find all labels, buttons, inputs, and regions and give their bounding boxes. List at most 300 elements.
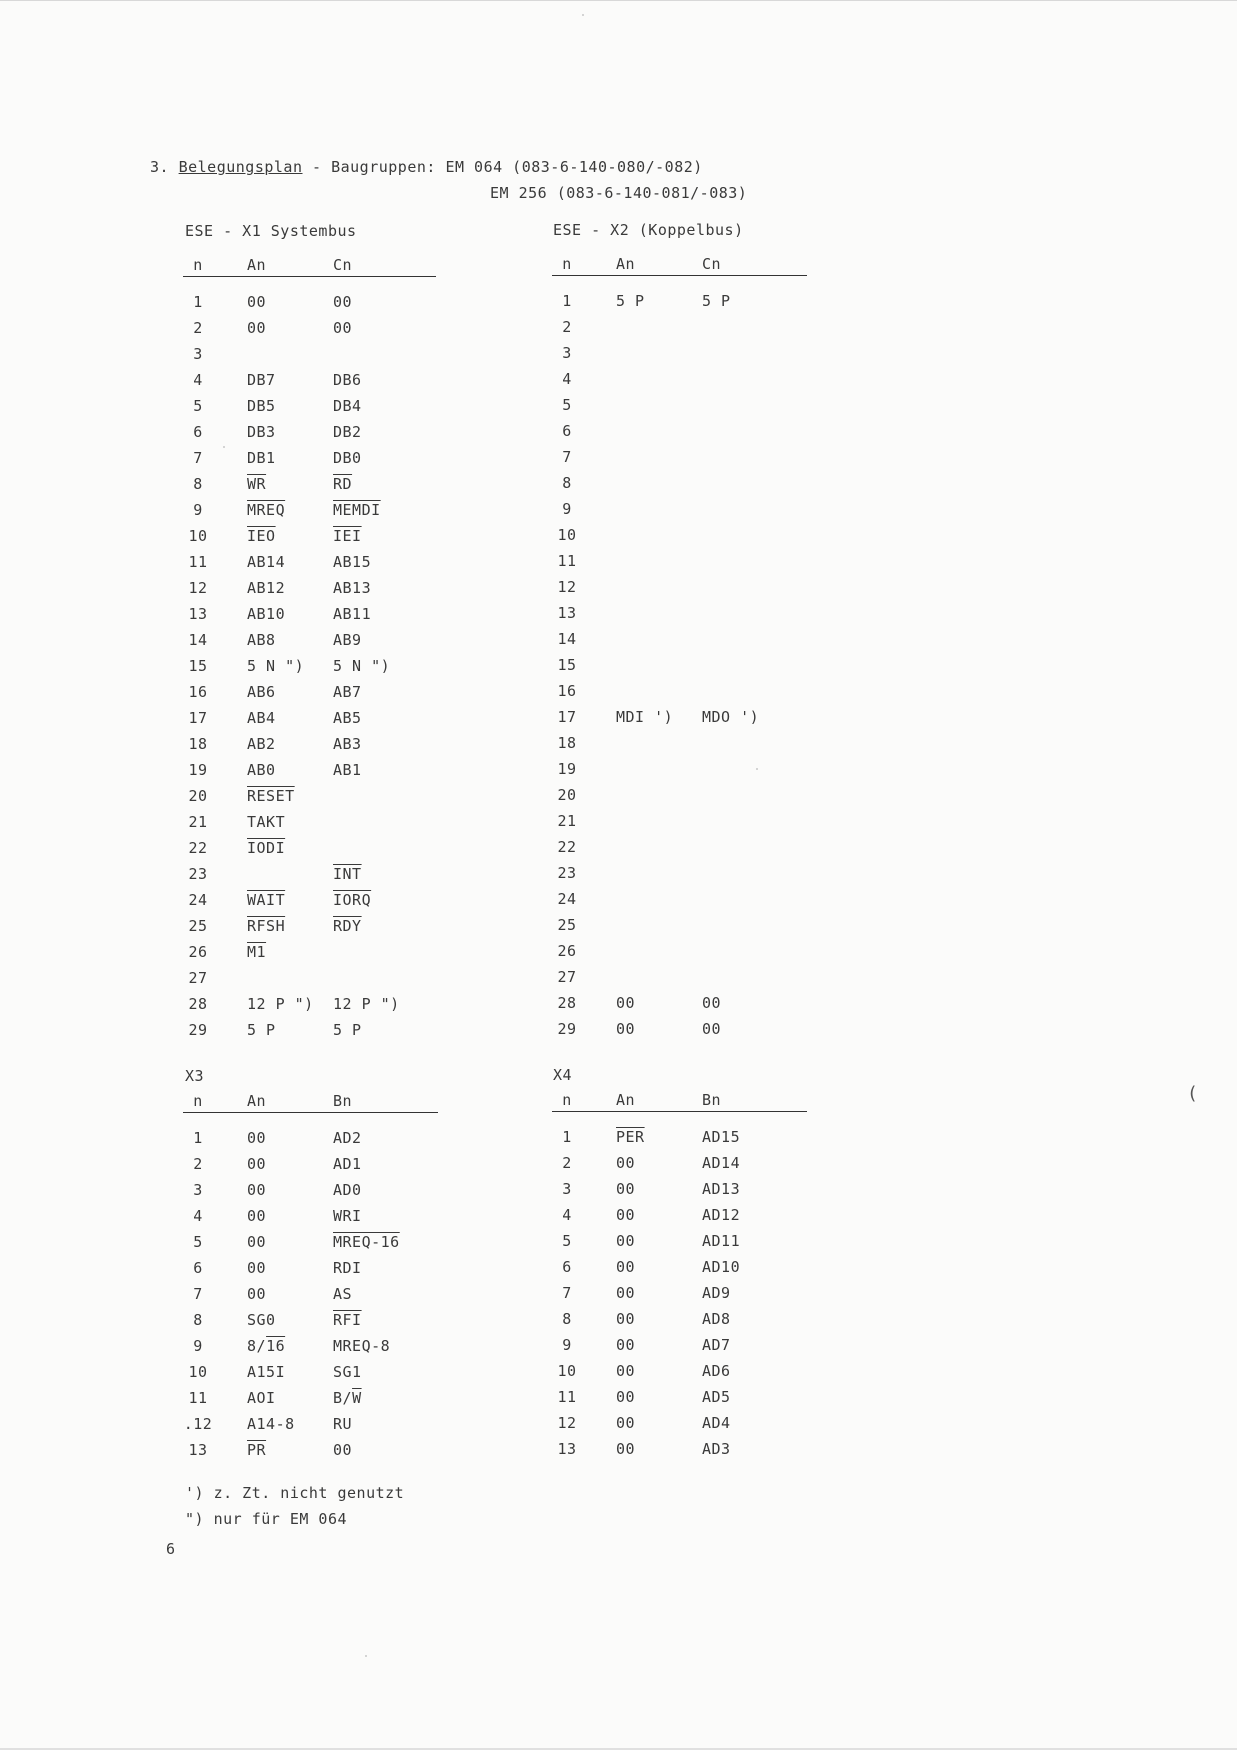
- x2-row: [552, 422, 807, 448]
- x1-row: [183, 969, 436, 995]
- x3-cell: A15I: [247, 1363, 286, 1381]
- x4-cell: 6: [562, 1258, 572, 1276]
- x4-cell: 00: [616, 1336, 636, 1354]
- x4-column-header: n: [562, 1091, 572, 1109]
- x2-cell: 12: [557, 578, 577, 596]
- x1-cell: 27: [188, 969, 208, 987]
- x3-row: [183, 1129, 438, 1155]
- x3-row: [183, 1259, 438, 1285]
- x2-row: [552, 760, 807, 786]
- x3-column-header: n: [193, 1092, 203, 1110]
- x1-row: [183, 579, 436, 605]
- x3-row: [183, 1337, 438, 1363]
- x2-row: [552, 552, 807, 578]
- x4-cell: 00: [616, 1310, 636, 1328]
- x3-cell: 8: [193, 1311, 203, 1329]
- x4-row: [552, 1440, 807, 1466]
- x1-column-header: An: [247, 256, 267, 274]
- x1-cell: 5 N "): [333, 657, 391, 675]
- section-heading: [150, 158, 703, 176]
- x2-row: [552, 968, 807, 994]
- x3-cell: $\overline{RFI}$: [333, 1311, 362, 1329]
- x2-cell: 23: [557, 864, 577, 882]
- x1-cell: 14: [188, 631, 208, 649]
- section-number: 3.: [150, 158, 170, 176]
- x1-cell: AB8: [247, 631, 276, 649]
- x4-cell: 12: [557, 1414, 577, 1432]
- x2-cell: MDO '): [702, 708, 760, 726]
- x1-cell: 17: [188, 709, 208, 727]
- x4-row: [552, 1310, 807, 1336]
- x1-cell: AB5: [333, 709, 362, 727]
- x4-cell: AD13: [702, 1180, 741, 1198]
- x3-cell: $B/\overline{W}$: [333, 1389, 362, 1407]
- x3-cell: $\overline{PR}$: [247, 1441, 267, 1459]
- x1-cell: 2: [193, 319, 203, 337]
- x4-cell: 00: [616, 1388, 636, 1406]
- x1-cell: $\overline{IEO}$: [247, 527, 276, 545]
- x1-row: [183, 371, 436, 397]
- x4-cell: 2: [562, 1154, 572, 1172]
- x1-cell: TAKT: [247, 813, 286, 831]
- x4-cell: AD8: [702, 1310, 731, 1328]
- x2-cell: 5: [562, 396, 572, 414]
- x2-row: [552, 604, 807, 630]
- x2-row: [552, 838, 807, 864]
- x4-cell: 8: [562, 1310, 572, 1328]
- x4-cell: 9: [562, 1336, 572, 1354]
- x3-row: [183, 1363, 438, 1389]
- x3-cell: 00: [333, 1441, 353, 1459]
- x1-cell: $\overline{IEI}$: [333, 527, 362, 545]
- x4-cell: AD12: [702, 1206, 741, 1224]
- x2-row: [552, 682, 807, 708]
- x2-cell: 13: [557, 604, 577, 622]
- scan-mark: (: [1187, 1083, 1199, 1104]
- x2-cell: 20: [557, 786, 577, 804]
- x2-table: [552, 255, 807, 1046]
- x4-row: [552, 1362, 807, 1388]
- x2-row: [552, 994, 807, 1020]
- x4-cell: AD6: [702, 1362, 731, 1380]
- heading-module-1: EM 064 (083-6-140-080/-082): [445, 158, 703, 176]
- x3-table: [183, 1092, 438, 1467]
- x2-cell: 22: [557, 838, 577, 856]
- x1-cell: AB11: [333, 605, 372, 623]
- x3-cell: 00: [247, 1129, 267, 1147]
- x4-cell: 1: [562, 1128, 572, 1146]
- x1-cell: 5 N "): [247, 657, 305, 675]
- x1-cell: 21: [188, 813, 208, 831]
- x3-cell: MREQ-16: [333, 1233, 400, 1251]
- x1-cell: $\overline{RDY}$: [333, 917, 362, 935]
- x1-cell: 22: [188, 839, 208, 857]
- section-title: Belegungsplan: [178, 158, 303, 176]
- x1-row: [183, 345, 436, 371]
- x1-row: [183, 787, 436, 813]
- x1-cell: 00: [247, 293, 267, 311]
- x1-cell: 5 P: [247, 1021, 276, 1039]
- x2-row: [552, 578, 807, 604]
- x1-cell: 6: [193, 423, 203, 441]
- x2-cell: 19: [557, 760, 577, 778]
- x2-row: [552, 474, 807, 500]
- x3-cell: 00: [247, 1181, 267, 1199]
- x3-title: X3: [185, 1067, 205, 1085]
- x3-cell: 8/16: [247, 1337, 286, 1355]
- x1-cell: 19: [188, 761, 208, 779]
- x4-cell: 7: [562, 1284, 572, 1302]
- x1-cell: 5 P: [333, 1021, 362, 1039]
- x1-cell: 13: [188, 605, 208, 623]
- x2-cell: 5 P: [702, 292, 731, 310]
- x2-cell: 17: [557, 708, 577, 726]
- x3-cell: 5: [193, 1233, 203, 1251]
- x1-cell: AB12: [247, 579, 286, 597]
- x4-cell: 00: [616, 1258, 636, 1276]
- x1-cell: AB6: [247, 683, 276, 701]
- x2-cell: 25: [557, 916, 577, 934]
- scan-edge-top: [0, 0, 1237, 1]
- x4-table: [552, 1091, 807, 1466]
- x3-cell: 00: [247, 1233, 267, 1251]
- x2-cell: 18: [557, 734, 577, 752]
- x2-row: [552, 526, 807, 552]
- x3-header-row: [183, 1092, 438, 1113]
- x1-cell: M1: [247, 943, 267, 961]
- x3-cell: 2: [193, 1155, 203, 1173]
- x1-cell: 12 P "): [247, 995, 314, 1013]
- x2-row: [552, 1020, 807, 1046]
- x2-cell: 24: [557, 890, 577, 908]
- x2-cell: 10: [557, 526, 577, 544]
- x1-cell: AB3: [333, 735, 362, 753]
- x1-cell: 10: [188, 527, 208, 545]
- x3-row: [183, 1311, 438, 1337]
- x3-cell: RU: [333, 1415, 353, 1433]
- x2-cell: 29: [557, 1020, 577, 1038]
- x2-row: [552, 396, 807, 422]
- x4-cell: 10: [557, 1362, 577, 1380]
- x1-cell: AB2: [247, 735, 276, 753]
- x2-header-row: [552, 255, 807, 276]
- x1-cell: AB7: [333, 683, 362, 701]
- x2-row: [552, 786, 807, 812]
- x2-cell: 15: [557, 656, 577, 674]
- x1-row: [183, 943, 436, 969]
- x4-cell: AD5: [702, 1388, 731, 1406]
- x1-cell: 00: [247, 319, 267, 337]
- x1-cell: 11: [188, 553, 208, 571]
- x1-cell: 25: [188, 917, 208, 935]
- x2-cell: 00: [702, 994, 722, 1012]
- x1-row: [183, 553, 436, 579]
- x4-cell: 4: [562, 1206, 572, 1224]
- x3-column-header: Bn: [333, 1092, 353, 1110]
- x2-cell: 5 P: [616, 292, 645, 310]
- x4-row: [552, 1232, 807, 1258]
- scan-speck: [223, 446, 225, 448]
- x3-cell: AS: [333, 1285, 353, 1303]
- x2-row: [552, 864, 807, 890]
- x1-cell: AB4: [247, 709, 276, 727]
- x1-cell: 12 P "): [333, 995, 400, 1013]
- x1-row: [183, 813, 436, 839]
- x4-cell: 00: [616, 1284, 636, 1302]
- x1-cell: AB0: [247, 761, 276, 779]
- scan-speck: [365, 1655, 367, 1657]
- x3-row: [183, 1181, 438, 1207]
- x2-cell: 7: [562, 448, 572, 466]
- x1-row: [183, 449, 436, 475]
- x2-cell: 4: [562, 370, 572, 388]
- x1-cell: 23: [188, 865, 208, 883]
- x3-cell: 4: [193, 1207, 203, 1225]
- x2-row: [552, 916, 807, 942]
- x1-cell: AB13: [333, 579, 372, 597]
- x3-cell: 9: [193, 1337, 203, 1355]
- x3-row: [183, 1233, 438, 1259]
- x1-cell: $\overline{RD}$: [333, 475, 353, 493]
- x4-cell: 00: [616, 1180, 636, 1198]
- x1-cell: IORQ: [333, 891, 372, 909]
- x3-row: [183, 1155, 438, 1181]
- x1-header-row: [183, 256, 436, 277]
- x4-cell: AD15: [702, 1128, 741, 1146]
- x4-cell: 13: [557, 1440, 577, 1458]
- x1-row: [183, 657, 436, 683]
- x1-row: [183, 995, 436, 1021]
- x4-row: [552, 1388, 807, 1414]
- x1-cell: 3: [193, 345, 203, 363]
- x1-cell: 29: [188, 1021, 208, 1039]
- x3-cell: SG0: [247, 1311, 276, 1329]
- x2-row: [552, 318, 807, 344]
- x1-cell: RFSH: [247, 917, 286, 935]
- x2-row: [552, 500, 807, 526]
- x1-cell: 00: [333, 319, 353, 337]
- x2-row: [552, 630, 807, 656]
- x2-column-header: n: [562, 255, 572, 273]
- x3-row: [183, 1389, 438, 1415]
- x1-cell: WAIT: [247, 891, 286, 909]
- x1-row: [183, 839, 436, 865]
- x3-cell: 00: [247, 1285, 267, 1303]
- x3-cell: 13: [188, 1441, 208, 1459]
- x3-cell: 00: [247, 1155, 267, 1173]
- x2-cell: 8: [562, 474, 572, 492]
- x4-row: [552, 1128, 807, 1154]
- x4-row: [552, 1154, 807, 1180]
- x1-cell: MREQ: [247, 501, 286, 519]
- x3-cell: RDI: [333, 1259, 362, 1277]
- x4-row: [552, 1414, 807, 1440]
- page-number: 6: [166, 1540, 176, 1558]
- x2-cell: 16: [557, 682, 577, 700]
- x1-cell: 12: [188, 579, 208, 597]
- x1-cell: DB4: [333, 397, 362, 415]
- x3-cell: 1: [193, 1129, 203, 1147]
- x2-cell: MDI '): [616, 708, 674, 726]
- x1-row: [183, 631, 436, 657]
- x2-cell: 27: [557, 968, 577, 986]
- x2-cell: 28: [557, 994, 577, 1012]
- x1-row: [183, 293, 436, 319]
- x2-cell: 9: [562, 500, 572, 518]
- x2-row: [552, 344, 807, 370]
- x2-cell: 00: [616, 1020, 636, 1038]
- x4-cell: AD14: [702, 1154, 741, 1172]
- x1-cell: 4: [193, 371, 203, 389]
- x4-cell: 00: [616, 1154, 636, 1172]
- x1-row: [183, 735, 436, 761]
- x4-row: [552, 1336, 807, 1362]
- x3-cell: AD1: [333, 1155, 362, 1173]
- x3-cell: 7: [193, 1285, 203, 1303]
- x4-cell: 00: [616, 1414, 636, 1432]
- x1-row: [183, 709, 436, 735]
- x4-cell: 00: [616, 1206, 636, 1224]
- heading-module-2: EM 256 (083-6-140-081/-083): [490, 184, 748, 202]
- x3-row: [183, 1441, 438, 1467]
- x1-cell: IODI: [247, 839, 286, 857]
- x2-column-header: An: [616, 255, 636, 273]
- x1-cell: DB3: [247, 423, 276, 441]
- x4-cell: $\overline{PER}$: [616, 1128, 645, 1146]
- x2-cell: 21: [557, 812, 577, 830]
- heading-dash: -: [312, 158, 322, 176]
- x1-cell: AB9: [333, 631, 362, 649]
- x2-row: [552, 292, 807, 318]
- x1-cell: 26: [188, 943, 208, 961]
- x1-row: [183, 423, 436, 449]
- x1-row: [183, 891, 436, 917]
- x2-cell: 1: [562, 292, 572, 310]
- x1-cell: $\overline{INT}$: [333, 865, 362, 883]
- x4-cell: 00: [616, 1362, 636, 1380]
- x1-row: [183, 683, 436, 709]
- x1-row: [183, 1021, 436, 1047]
- x4-cell: 00: [616, 1232, 636, 1250]
- x4-cell: 11: [557, 1388, 577, 1406]
- x4-row: [552, 1258, 807, 1284]
- scan-speck: [582, 14, 584, 16]
- x2-row: [552, 656, 807, 682]
- x4-cell: AD9: [702, 1284, 731, 1302]
- x2-column-header: Cn: [702, 255, 722, 273]
- x1-column-header: n: [193, 256, 203, 274]
- x4-cell: AD3: [702, 1440, 731, 1458]
- x4-row: [552, 1180, 807, 1206]
- x2-cell: 00: [702, 1020, 722, 1038]
- x4-cell: 3: [562, 1180, 572, 1198]
- heading-label: Baugruppen:: [331, 158, 436, 176]
- x1-cell: DB6: [333, 371, 362, 389]
- x3-row: [183, 1415, 438, 1441]
- x1-cell: 7: [193, 449, 203, 467]
- x4-row: [552, 1284, 807, 1310]
- x1-cell: DB2: [333, 423, 362, 441]
- x1-cell: 1: [193, 293, 203, 311]
- x3-cell: MREQ-8: [333, 1337, 391, 1355]
- x1-cell: 20: [188, 787, 208, 805]
- x1-row: [183, 475, 436, 501]
- x1-cell: AB1: [333, 761, 362, 779]
- x3-cell: 00: [247, 1259, 267, 1277]
- x2-cell: 3: [562, 344, 572, 362]
- x4-cell: 5: [562, 1232, 572, 1250]
- x3-cell: AOI: [247, 1389, 276, 1407]
- x4-cell: AD7: [702, 1336, 731, 1354]
- x1-title: ESE - X1 Systembus: [185, 222, 357, 240]
- x1-cell: 18: [188, 735, 208, 753]
- x1-cell: AB14: [247, 553, 286, 571]
- x1-cell: 15: [188, 657, 208, 675]
- x1-row: [183, 917, 436, 943]
- x1-row: [183, 501, 436, 527]
- x2-cell: 2: [562, 318, 572, 336]
- x3-cell: AD0: [333, 1181, 362, 1199]
- x3-cell: WRI: [333, 1207, 362, 1225]
- x3-cell: 11: [188, 1389, 208, 1407]
- x2-row: [552, 812, 807, 838]
- x4-title: X4: [553, 1066, 573, 1084]
- x1-cell: DB0: [333, 449, 362, 467]
- x4-cell: AD11: [702, 1232, 741, 1250]
- x2-row: [552, 708, 807, 734]
- x2-cell: 6: [562, 422, 572, 440]
- x1-cell: 8: [193, 475, 203, 493]
- x3-cell: 10: [188, 1363, 208, 1381]
- x3-column-header: An: [247, 1092, 267, 1110]
- x3-cell: 6: [193, 1259, 203, 1277]
- x3-cell: 3: [193, 1181, 203, 1199]
- x2-row: [552, 942, 807, 968]
- x1-cell: AB15: [333, 553, 372, 571]
- x2-cell: 11: [557, 552, 577, 570]
- x1-cell: 9: [193, 501, 203, 519]
- x4-row: [552, 1206, 807, 1232]
- x2-row: [552, 890, 807, 916]
- x4-cell: AD10: [702, 1258, 741, 1276]
- x2-row: [552, 734, 807, 760]
- x3-cell: 00: [247, 1207, 267, 1225]
- x4-cell: AD4: [702, 1414, 731, 1432]
- x1-row: [183, 397, 436, 423]
- x4-column-header: Bn: [702, 1091, 722, 1109]
- x1-column-header: Cn: [333, 256, 353, 274]
- footnote-unused: ') z. Zt. nicht genutzt: [185, 1484, 405, 1502]
- x3-cell: .12: [183, 1415, 213, 1433]
- x1-cell: $\overline{WR}$: [247, 475, 267, 493]
- x2-cell: 14: [557, 630, 577, 648]
- x1-row: [183, 527, 436, 553]
- x1-cell: 28: [188, 995, 208, 1013]
- x3-row: [183, 1285, 438, 1311]
- x1-cell: DB7: [247, 371, 276, 389]
- x2-row: [552, 448, 807, 474]
- x1-cell: 00: [333, 293, 353, 311]
- x3-cell: A14-8: [247, 1415, 295, 1433]
- x1-cell: 16: [188, 683, 208, 701]
- footnote-em064: ") nur für EM 064: [185, 1510, 348, 1528]
- x1-row: [183, 865, 436, 891]
- x1-row: [183, 319, 436, 345]
- scan-speck: [756, 768, 758, 770]
- x4-column-header: An: [616, 1091, 636, 1109]
- x1-table: [183, 256, 436, 1047]
- x3-row: [183, 1207, 438, 1233]
